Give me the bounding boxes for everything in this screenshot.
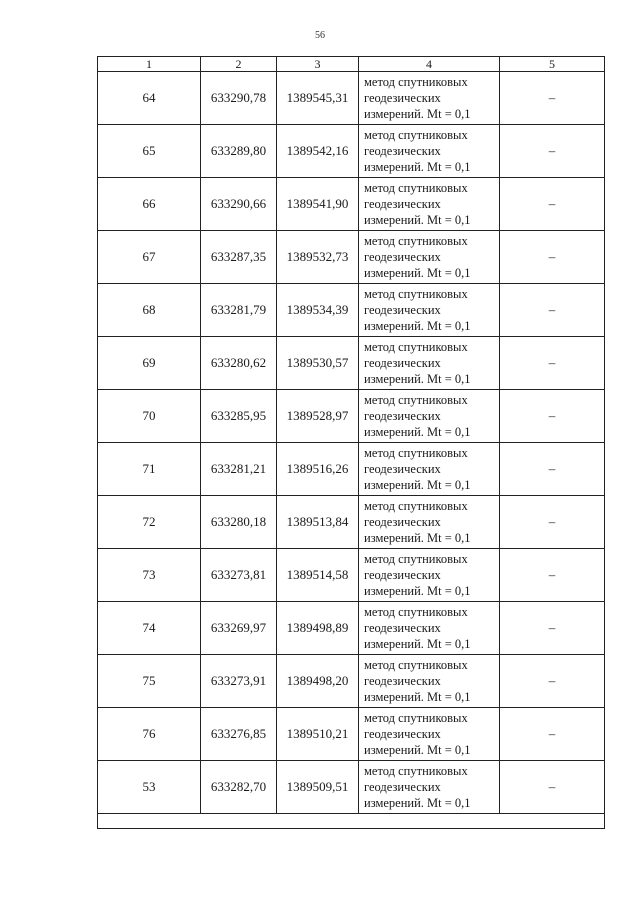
method-line-2: геодезических xyxy=(364,780,441,794)
method-line-3: измерений. Mt = 0,1 xyxy=(364,107,471,121)
method-line-1: метод спутниковых xyxy=(364,658,468,672)
note-cell: – xyxy=(500,231,605,284)
x-coordinate: 633273,91 xyxy=(201,655,277,708)
table-row xyxy=(98,231,605,284)
header-col-3: 3 xyxy=(277,57,359,72)
method-line-1: метод спутниковых xyxy=(364,552,468,566)
method-line-3: измерений. Mt = 0,1 xyxy=(364,425,471,439)
x-coordinate: 633280,18 xyxy=(201,496,277,549)
method-cell xyxy=(359,496,500,549)
point-number: 71 xyxy=(98,443,201,496)
method-line-2: геодезических xyxy=(364,409,441,423)
method-line-1: метод спутниковых xyxy=(364,128,468,142)
table-row xyxy=(98,284,605,337)
method-line-2: геодезических xyxy=(364,515,441,529)
table-row xyxy=(98,655,605,708)
y-coordinate: 1389532,73 xyxy=(277,231,359,284)
y-coordinate: 1389509,51 xyxy=(277,761,359,814)
header-col-1: 1 xyxy=(98,57,201,72)
method-line-2: геодезических xyxy=(364,197,441,211)
note-cell: – xyxy=(500,549,605,602)
y-coordinate: 1389510,21 xyxy=(277,708,359,761)
method-cell xyxy=(359,72,500,125)
method-cell xyxy=(359,549,500,602)
method-cell xyxy=(359,443,500,496)
x-coordinate: 633287,35 xyxy=(201,231,277,284)
method-cell xyxy=(359,761,500,814)
method-cell xyxy=(359,337,500,390)
method-cell xyxy=(359,284,500,337)
table-row xyxy=(98,549,605,602)
method-line-1: метод спутниковых xyxy=(364,287,468,301)
point-number: 53 xyxy=(98,761,201,814)
method-line-2: геодезических xyxy=(364,568,441,582)
note-cell: – xyxy=(500,125,605,178)
x-coordinate: 633285,95 xyxy=(201,390,277,443)
method-line-1: метод спутниковых xyxy=(364,181,468,195)
method-line-2: геодезических xyxy=(364,250,441,264)
method-cell xyxy=(359,231,500,284)
point-number: 76 xyxy=(98,708,201,761)
note-cell: – xyxy=(500,284,605,337)
method-line-2: геодезических xyxy=(364,727,441,741)
method-line-3: измерений. Mt = 0,1 xyxy=(364,690,471,704)
method-line-3: измерений. Mt = 0,1 xyxy=(364,584,471,598)
y-coordinate: 1389498,89 xyxy=(277,602,359,655)
table-row xyxy=(98,761,605,814)
point-number: 68 xyxy=(98,284,201,337)
method-cell xyxy=(359,602,500,655)
point-number: 70 xyxy=(98,390,201,443)
point-number: 64 xyxy=(98,72,201,125)
x-coordinate: 633281,79 xyxy=(201,284,277,337)
method-line-3: измерений. Mt = 0,1 xyxy=(364,531,471,545)
table-row xyxy=(98,443,605,496)
table-row xyxy=(98,496,605,549)
note-cell: – xyxy=(500,761,605,814)
x-coordinate: 633276,85 xyxy=(201,708,277,761)
y-coordinate: 1389530,57 xyxy=(277,337,359,390)
method-line-3: измерений. Mt = 0,1 xyxy=(364,213,471,227)
point-number: 74 xyxy=(98,602,201,655)
note-cell: – xyxy=(500,72,605,125)
method-line-1: метод спутниковых xyxy=(364,764,468,778)
method-line-3: измерений. Mt = 0,1 xyxy=(364,478,471,492)
y-coordinate: 1389513,84 xyxy=(277,496,359,549)
method-line-3: измерений. Mt = 0,1 xyxy=(364,637,471,651)
method-line-2: геодезических xyxy=(364,303,441,317)
table-row xyxy=(98,72,605,125)
note-cell: – xyxy=(500,178,605,231)
y-coordinate: 1389542,16 xyxy=(277,125,359,178)
point-number: 72 xyxy=(98,496,201,549)
method-line-3: измерений. Mt = 0,1 xyxy=(364,796,471,810)
x-coordinate: 633289,80 xyxy=(201,125,277,178)
table-row xyxy=(98,178,605,231)
table-row xyxy=(98,125,605,178)
method-line-1: метод спутниковых xyxy=(364,393,468,407)
y-coordinate: 1389541,90 xyxy=(277,178,359,231)
method-line-1: метод спутниковых xyxy=(364,75,468,89)
method-line-2: геодезических xyxy=(364,144,441,158)
method-cell xyxy=(359,655,500,708)
method-line-3: измерений. Mt = 0,1 xyxy=(364,266,471,280)
x-coordinate: 633290,78 xyxy=(201,72,277,125)
method-line-2: геодезических xyxy=(364,621,441,635)
y-coordinate: 1389528,97 xyxy=(277,390,359,443)
header-row xyxy=(98,57,605,72)
method-line-3: измерений. Mt = 0,1 xyxy=(364,160,471,174)
method-line-1: метод спутниковых xyxy=(364,711,468,725)
y-coordinate: 1389534,39 xyxy=(277,284,359,337)
table-body xyxy=(98,72,605,829)
note-cell: – xyxy=(500,496,605,549)
x-coordinate: 633273,81 xyxy=(201,549,277,602)
table-row xyxy=(98,337,605,390)
method-cell xyxy=(359,125,500,178)
note-cell: – xyxy=(500,443,605,496)
table-row xyxy=(98,708,605,761)
note-cell: – xyxy=(500,602,605,655)
method-cell xyxy=(359,178,500,231)
point-number: 67 xyxy=(98,231,201,284)
method-line-1: метод спутниковых xyxy=(364,605,468,619)
table-footer-row xyxy=(98,814,605,829)
y-coordinate: 1389514,58 xyxy=(277,549,359,602)
method-line-3: измерений. Mt = 0,1 xyxy=(364,743,471,757)
point-number: 65 xyxy=(98,125,201,178)
coordinates-table xyxy=(97,56,605,829)
method-line-3: измерений. Mt = 0,1 xyxy=(364,319,471,333)
y-coordinate: 1389498,20 xyxy=(277,655,359,708)
table-row xyxy=(98,602,605,655)
y-coordinate: 1389545,31 xyxy=(277,72,359,125)
header-col-4: 4 xyxy=(359,57,500,72)
method-line-3: измерений. Mt = 0,1 xyxy=(364,372,471,386)
note-cell: – xyxy=(500,337,605,390)
page-number: 56 xyxy=(315,30,325,41)
method-line-1: метод спутниковых xyxy=(364,499,468,513)
footer-cell xyxy=(98,814,605,829)
x-coordinate: 633282,70 xyxy=(201,761,277,814)
method-line-2: геодезических xyxy=(364,356,441,370)
note-cell: – xyxy=(500,708,605,761)
method-line-1: метод спутниковых xyxy=(364,446,468,460)
note-cell: – xyxy=(500,390,605,443)
table-row xyxy=(98,390,605,443)
point-number: 66 xyxy=(98,178,201,231)
x-coordinate: 633281,21 xyxy=(201,443,277,496)
point-number: 73 xyxy=(98,549,201,602)
point-number: 75 xyxy=(98,655,201,708)
note-cell: – xyxy=(500,655,605,708)
x-coordinate: 633269,97 xyxy=(201,602,277,655)
header-col-2: 2 xyxy=(201,57,277,72)
y-coordinate: 1389516,26 xyxy=(277,443,359,496)
method-line-1: метод спутниковых xyxy=(364,340,468,354)
x-coordinate: 633280,62 xyxy=(201,337,277,390)
method-line-1: метод спутниковых xyxy=(364,234,468,248)
method-cell xyxy=(359,390,500,443)
method-line-2: геодезических xyxy=(364,462,441,476)
header-col-5: 5 xyxy=(500,57,605,72)
point-number: 69 xyxy=(98,337,201,390)
x-coordinate: 633290,66 xyxy=(201,178,277,231)
method-line-2: геодезических xyxy=(364,91,441,105)
method-cell xyxy=(359,708,500,761)
method-line-2: геодезических xyxy=(364,674,441,688)
